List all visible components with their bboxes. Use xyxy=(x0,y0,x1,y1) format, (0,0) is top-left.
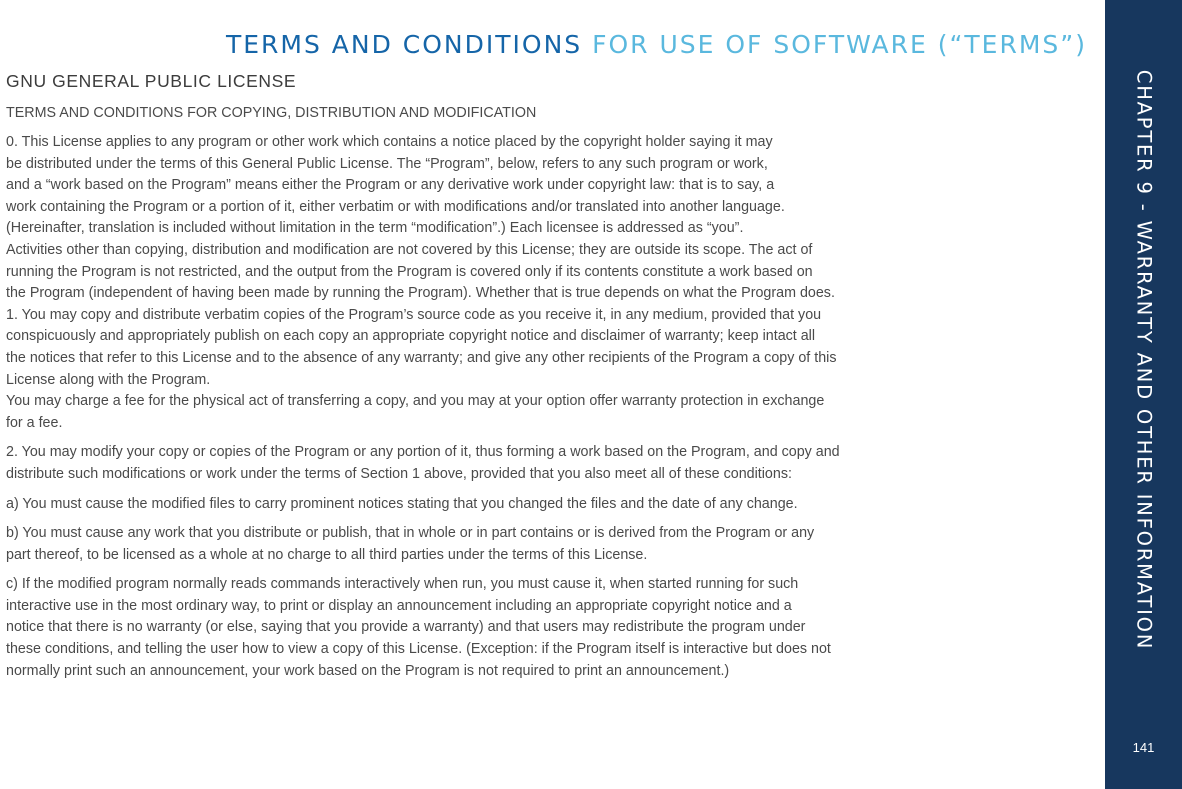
page-title-part2: FOR USE OF SOFTWARE (“TERMS”) xyxy=(592,30,1087,59)
chapter-label: CHAPTER 9 - WARRANTY AND OTHER INFORMATION xyxy=(1132,69,1155,651)
paragraph-clause-a: a) You must cause the modified files to carry prominent notices stating that you changed the files and the date of any change. xyxy=(6,495,798,512)
page-title-part1: TERMS AND CONDITIONS xyxy=(225,30,593,59)
paragraph-clause-c: c) If the modified program normally reads commands interactively when run, you must cause it, when started running for such interactive use in the most ordinary way, to print or display an announcement including an appropriate copyright notice and a notice that there is no warranty (or else, saying that you provide a warranty) and that users may redistribute the program under these conditions, and telling the user how to view a copy of this License. (Exception: if the Program itself is interactive but does not normally print such an announcement, your work based on the Program is not required to print an announcement.) xyxy=(6,576,831,679)
page-number: 141 xyxy=(1132,740,1155,755)
chapter-sidebar xyxy=(1105,0,1182,789)
document-body xyxy=(6,70,1084,682)
page-title xyxy=(226,30,1087,59)
subheading: TERMS AND CONDITIONS FOR COPYING, DISTRIBUTION AND MODIFICATION xyxy=(6,105,537,121)
section-title: GNU GENERAL PUBLIC LICENSE xyxy=(6,71,297,91)
paragraph-section-0-1: 0. This License applies to any program or other work which contains a notice placed by the copyright holder saying it may be distributed under the terms of this General Public License. The “Program”, below, refers to any such program or work, and a “work based on the Program” means either the Program or any derivative work under copyright law: that is to say, a work containing the Program or a portion of it, either verbatim or with modifications and/or translated into another language. (Hereinafter, translation is included without limitation in the term “modification”.) Each licensee is addressed as “you”. Activities other than copying, distribution and modification are not covered by this License; they are outside its scope. The act of running the Program is not restricted, and the output from the Program is covered only if its contents constitute a work based on the Program (independent of having been made by running the Program). Whether that is true depends on what the Program does. 1. You may copy and distribute verbatim copies of the Program’s source code as you receive it, in any medium, provided that you conspicuously and appropriately publish on each copy an appropriate copyright notice and disclaimer of warranty; keep intact all the notices that refer to this License and to the absence of any warranty; and give any other recipients of the Program a copy of this License along with the Program. You may charge a fee for the physical act of transferring a copy, and you may at your option offer warranty protection in exchange for a fee. xyxy=(6,134,837,431)
paragraph-section-2: 2. You may modify your copy or copies of the Program or any portion of it, thus forming a work based on the Program, and copy and distribute such modifications or work under the terms of Section 1 above, provided that you also meet all of these conditions: xyxy=(6,444,840,482)
paragraph-clause-b: b) You must cause any work that you distribute or publish, that in whole or in part contains or is derived from the Program or any part thereof, to be licensed as a whole at no charge to all third parties under the terms of this License. xyxy=(6,525,815,563)
